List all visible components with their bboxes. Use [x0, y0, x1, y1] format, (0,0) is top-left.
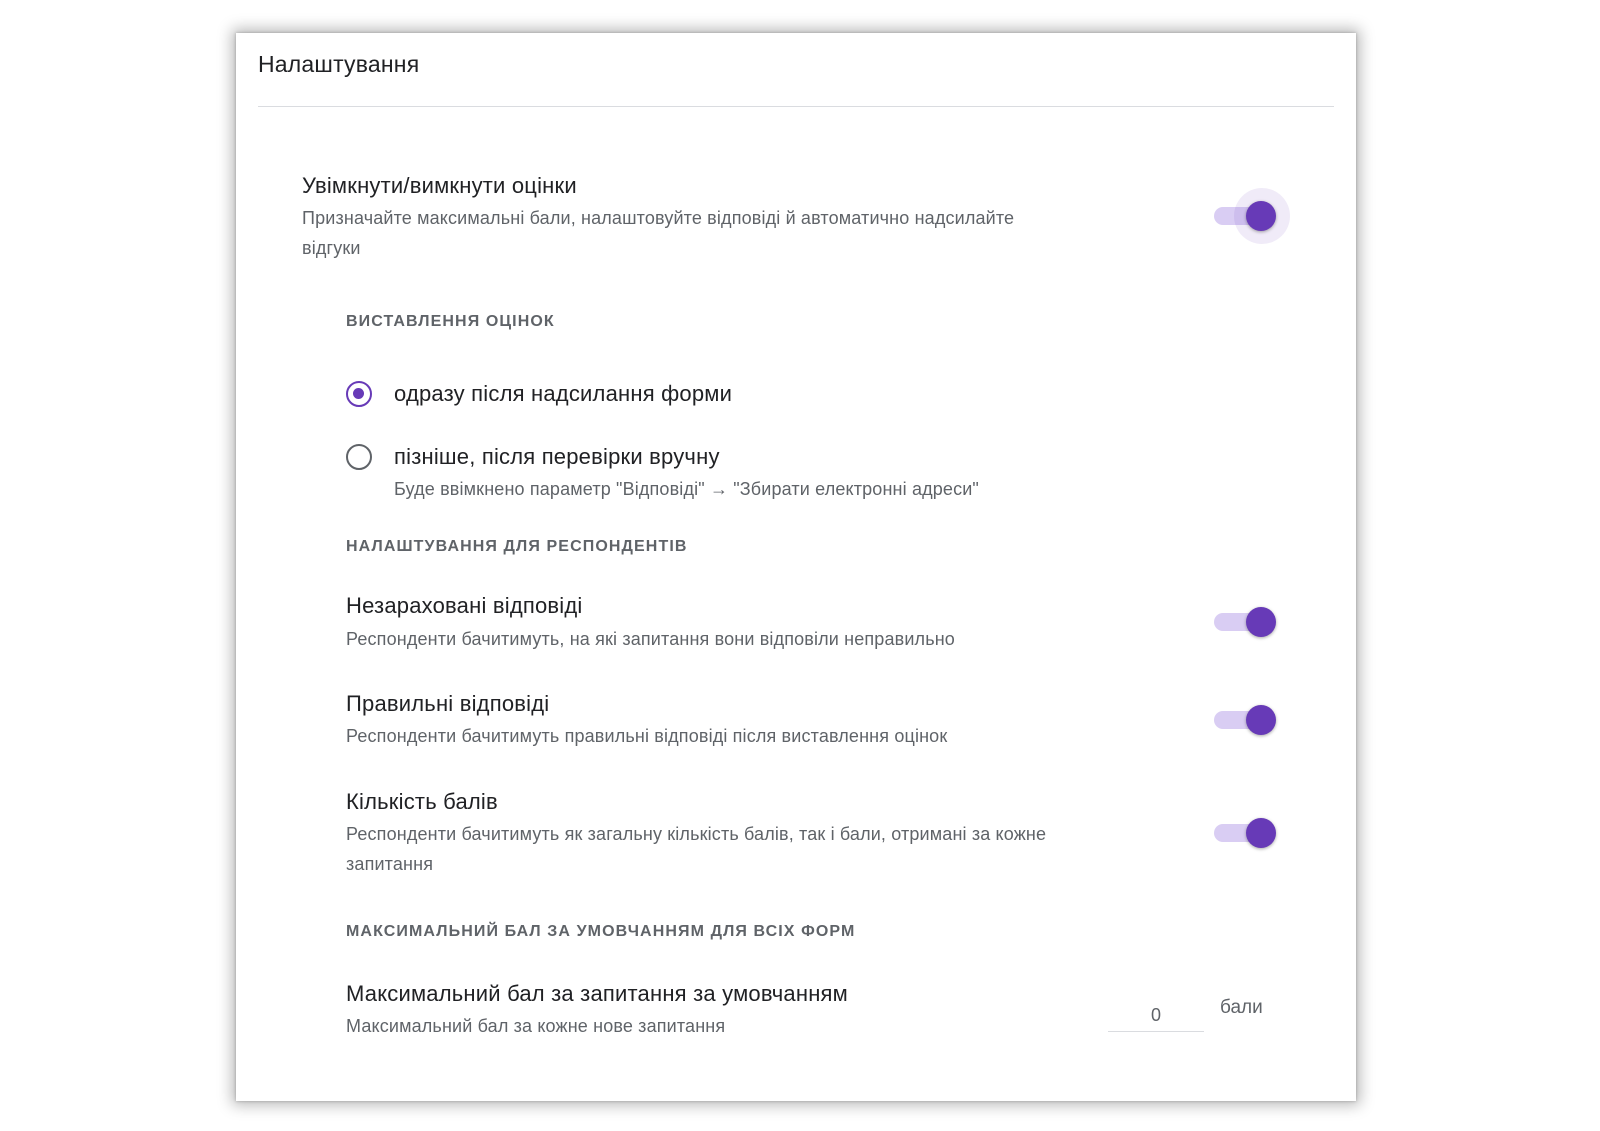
settings-dialog	[236, 33, 1356, 1101]
default-points-title: Максимальний бал за запитання за умовчанням	[346, 981, 848, 1006]
grading-toggle-description-line2: відгуки	[302, 238, 361, 258]
radio-selected-dot	[353, 388, 364, 399]
toggle-thumb	[1246, 705, 1276, 735]
radio-later-manual-hint: Буде ввімкнено параметр "Відповіді" → "Збирати електронні адреси"	[394, 479, 979, 499]
missed-questions-toggle[interactable]	[1214, 602, 1270, 642]
radio-later-manual-label[interactable]: пізніше, після перевірки вручну	[394, 444, 720, 469]
radio-later-manual[interactable]	[346, 444, 372, 470]
grading-toggle-switch[interactable]	[1214, 196, 1270, 236]
grading-toggle-title: Увімкнути/вимкнути оцінки	[302, 173, 577, 198]
default-points-description: Максимальний бал за кожне нове запитання	[346, 1016, 726, 1036]
toggle-thumb	[1246, 607, 1276, 637]
title-divider	[258, 106, 1334, 107]
default-points-unit: бали	[1220, 997, 1263, 1018]
default-points-input[interactable]	[1108, 999, 1204, 1032]
correct-answers-toggle[interactable]	[1214, 700, 1270, 740]
point-values-description-line1: Респонденти бачитимуть як загальну кількість балів, так і бали, отримані за кожне	[346, 824, 1047, 844]
toggle-thumb	[1246, 201, 1276, 231]
respondent-section-heading: НАЛАШТУВАННЯ ДЛЯ РЕСПОНДЕНТІВ	[346, 538, 688, 555]
radio-immediately[interactable]	[346, 381, 372, 407]
missed-questions-title: Незараховані відповіді	[346, 593, 583, 618]
dialog-title: Налаштування	[258, 51, 420, 77]
release-section-heading: ВИСТАВЛЕННЯ ОЦІНОК	[346, 313, 555, 330]
grading-toggle-description-line1: Призначайте максимальні бали, налаштовуйте відповіді й автоматично надсилайте	[302, 208, 1015, 228]
correct-answers-description: Респонденти бачитимуть правильні відповіді після виставлення оцінок	[346, 726, 948, 746]
point-values-description-line2: запитання	[346, 854, 434, 874]
correct-answers-title: Правильні відповіді	[346, 691, 550, 716]
default-points-section-heading: МАКСИМАЛЬНИЙ БАЛ ЗА УМОВЧАННЯМ ДЛЯ ВСІХ ФОРМ	[346, 923, 856, 940]
point-values-title: Кількість балів	[346, 789, 498, 814]
point-values-toggle[interactable]	[1214, 813, 1270, 853]
radio-immediately-label[interactable]: одразу після надсилання форми	[394, 381, 733, 406]
toggle-thumb	[1246, 818, 1276, 848]
missed-questions-description: Респонденти бачитимуть, на які запитання вони відповіли неправильно	[346, 629, 955, 649]
